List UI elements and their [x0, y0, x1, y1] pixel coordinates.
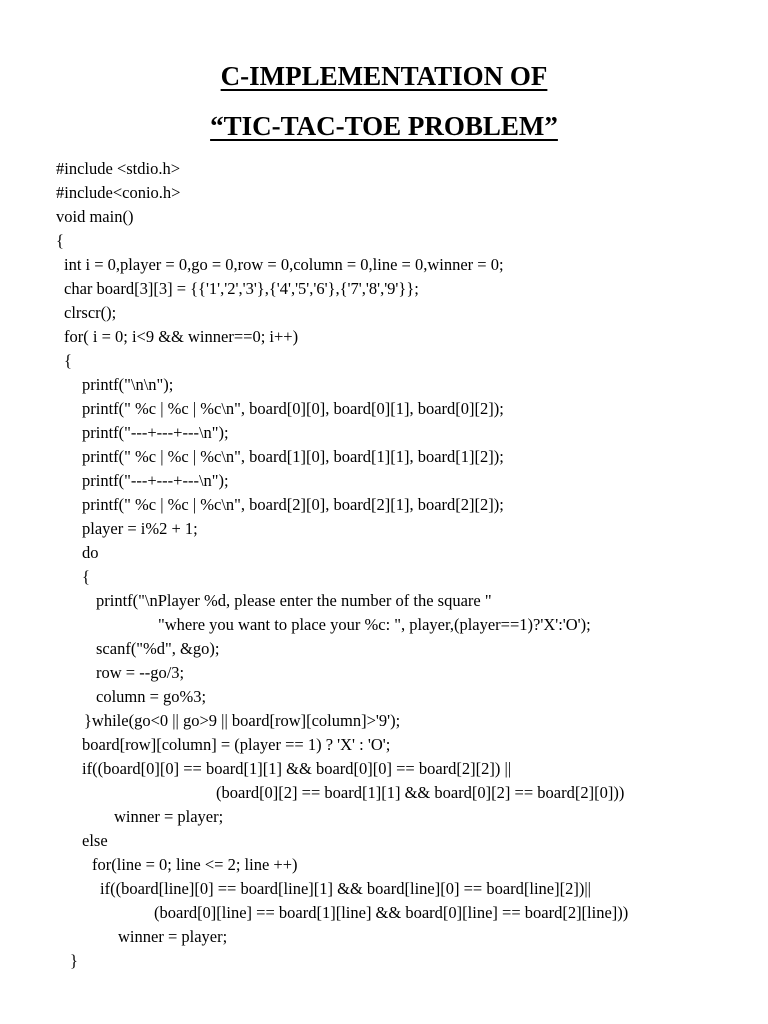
- code-line: player = i%2 + 1;: [82, 519, 198, 538]
- code-line: printf("\nPlayer %d, please enter the number of the square ": [96, 591, 492, 610]
- code-line: "where you want to place your %c: ", player,(player==1)?'X':'O');: [158, 615, 591, 634]
- code-line: winner = player;: [114, 807, 224, 826]
- code-line: for(line = 0; line <= 2; line ++): [92, 855, 298, 874]
- code-line: printf("\n\n");: [82, 375, 174, 394]
- code-line: (board[0][2] == board[1][1] && board[0][2] == board[2][0])): [216, 783, 625, 802]
- code-line: }while(go<0 || go>9 || board[row][column]>'9');: [84, 711, 401, 730]
- code-line: {: [64, 351, 72, 370]
- code-line: (board[0][line] == board[1][line] && board[0][line] == board[2][line])): [154, 903, 629, 922]
- code-line: if((board[line][0] == board[line][1] && board[line][0] == board[line][2])||: [100, 879, 591, 898]
- code-line: scanf("%d", &go);: [96, 639, 220, 658]
- code-line: void main(): [56, 207, 134, 226]
- code-line: row = --go/3;: [96, 663, 185, 682]
- code-line: {: [56, 231, 64, 250]
- code-line: }: [70, 951, 78, 970]
- title-line-2: “TIC-TAC-TOE PROBLEM”: [210, 111, 558, 141]
- code-line: winner = player;: [118, 927, 228, 946]
- code-line: clrscr();: [64, 303, 117, 322]
- code-line: board[row][column] = (player == 1) ? 'X' : 'O';: [82, 735, 391, 754]
- code-line: {: [82, 567, 90, 586]
- code-line: printf(" %c | %c | %c\n", board[1][0], board[1][1], board[1][2]);: [82, 447, 504, 466]
- code-line: char board[3][3] = {{'1','2','3'},{'4','5','6'},{'7','8','9'}};: [64, 279, 419, 298]
- code-line: int i = 0,player = 0,go = 0,row = 0,column = 0,line = 0,winner = 0;: [64, 255, 504, 274]
- code-line: column = go%3;: [96, 687, 207, 706]
- code-line: printf("---+---+---\n");: [82, 471, 229, 490]
- code-line: printf("---+---+---\n");: [82, 423, 229, 442]
- code-line: for( i = 0; i<9 && winner==0; i++): [64, 327, 299, 346]
- code-line: do: [82, 543, 99, 562]
- title-line-1: C-IMPLEMENTATION OF: [220, 61, 548, 91]
- code-line: if((board[0][0] == board[1][1] && board[0][0] == board[2][2]) ||: [82, 759, 512, 778]
- code-line: #include <stdio.h>: [56, 159, 181, 178]
- code-line: else: [82, 831, 108, 850]
- code-line: printf(" %c | %c | %c\n", board[0][0], board[0][1], board[0][2]);: [82, 399, 504, 418]
- code-line: printf(" %c | %c | %c\n", board[2][0], board[2][1], board[2][2]);: [82, 495, 504, 514]
- code-line: #include<conio.h>: [56, 183, 181, 202]
